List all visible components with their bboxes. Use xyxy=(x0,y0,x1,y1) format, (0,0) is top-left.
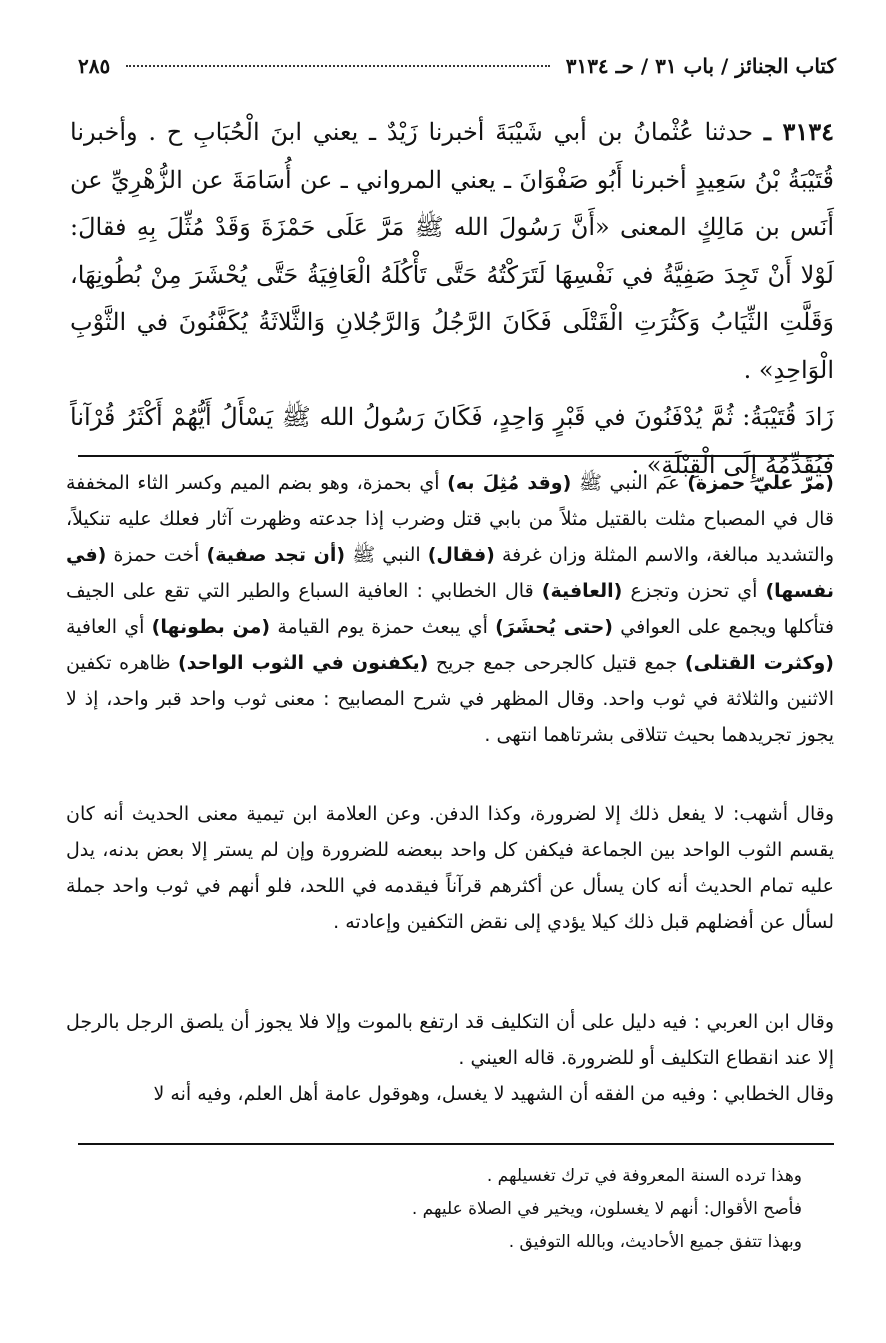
commentary-paragraph-1 xyxy=(66,465,834,753)
hadith-number: ٣١٣٤ ـ xyxy=(763,117,834,146)
commentary-lemma: (في نفسها) xyxy=(66,544,834,602)
footnote-line: وهذا ترده السنة المعروفة في ترك تغسيلهم . xyxy=(486,1166,802,1186)
page-header xyxy=(78,48,836,84)
hadith-addition: زَادَ قُتَيْبَةُ: ثُمَّ يُدْفَنُونَ في قَبْرٍ وَاحِدٍ، فَكَانَ رَسُولُ الله ﷺ يَسْأَلُ أَيُّهُمْ أَكْثَرُ قُرْآناً فَيُقَدِّمُهُ إِلَى الْقِبْلَةِ» . xyxy=(70,403,834,479)
commentary-text: أي بحمزة، وهو بضم الميم وكسر الثاء المخففة قال في المصباح مثلت بالقتيل مثلاً من بابي قتل وضرب إذا جدعته وظهرت آثار فعلك عليه تنكيلاً، والتشديد مبالغة، والاسم المثلة وزان غرفة xyxy=(66,472,835,566)
commentary-lemma: (يكفنون في الثوب الواحد) xyxy=(178,652,429,674)
commentary-lemma: (من بطونها) xyxy=(151,616,271,638)
footnote-line: فأصح الأقوال: أنهم لا يغسلون، ويخير في الصلاة عليهم . xyxy=(411,1199,802,1219)
commentary-text: النبي ﷺ xyxy=(345,544,428,566)
commentary-lemma: (حتى يُحشَرَ) xyxy=(495,616,613,638)
commentary-paragraph-2: وقال أشهب: لا يفعل ذلك إلا لضرورة، وكذا الدفن. وعن العلامة ابن تيمية معنى الحديث أنه كان يقسم الثوب الواحد بين الجماعة فيكفن كل واحد ببعضه للضرورة وإن لم يستر إلا بعض بدنه، يدل عليه تمام الحديث أنه كان يسأل عن أكثرهم قرآناً فيقدمه في اللحد، فلو أنهم في ثوب واحد جملة لسأل عن أفضلهم قبل ذلك كيلا يؤدي إلى نقض التكفين وإعادته . xyxy=(66,803,834,933)
footnotes xyxy=(80,1160,802,1259)
scan-speck xyxy=(38,1317,46,1323)
commentary-text: جمع قتيل كالجرحى جمع جريح xyxy=(428,652,685,674)
commentary-lemma: (العافية) xyxy=(541,580,623,602)
commentary-text: ظاهره تكفين الاثنين والثلاثة في ثوب واحد. وقال المظهر في شرح المصابيح : معنى ثوب واحد قبر واحد، إذ لا يجوز تجريدهما بحيث تتلاقى بشرتاهما انتهى . xyxy=(66,652,834,746)
page-number: ٢٨٥ xyxy=(78,54,111,78)
commentary-paragraph-3: وقال ابن العربي : فيه دليل على أن التكليف قد ارتفع بالموت وإلا فلا يجوز أن يلصق الرجل بالرجل إلا عند انقطاع التكليف أو للضرورة. قاله العيني . xyxy=(66,1011,834,1069)
footnote-line: وبهذا تتفق جميع الأحاديث، وبالله التوفيق . xyxy=(508,1232,802,1252)
commentary-text: أي تحزن وتجزع xyxy=(622,580,766,602)
commentary-text: أي العافية xyxy=(66,616,152,638)
hadith-body: حدثنا عُثْمانُ بن أبي شَيْبَةَ أخبرنا زَيْدٌ ـ يعني ابنَ الْحُبَابِ ح . وأخبرنا قُتَيْبَةُ بْنُ سَعِيدٍ أخبرنا أَبُو صَفْوَانَ ـ يعني المرواني ـ عن أُسَامَةَ عن الزُّهْرِيِّ عن أَنَس بن مَالِكٍ المعنى «أَنَّ رَسُولَ الله ﷺ مَرَّ عَلَى حَمْزَةَ وَقَدْ مُثِّلَ بِهِ فقالَ: لَوْلا أَنْ تَجِدَ صَفِيَّةُ في نَفْسِهَا لَتَرَكْتُهُ حَتَّى تَأْكُلَهُ الْعَافِيَةُ حَتَّى يُحْشَرَ مِنْ بُطُونِهَا، وَقَلَّتِ الثِّيَابُ وَكَثُرَتِ الْقَتْلَى فَكَانَ الرَّجُلُ وَالرَّجُلانِ وَالثَّلاثَةُ يُكَفَّنُونَ في الثَّوْبِ الْوَاحِدِ» . xyxy=(70,118,834,384)
commentary-text: قال الخطابي : العافية السباع والطير التي تقع على الجيف فتأكلها ويجمع على العوافي xyxy=(66,580,834,638)
commentary-lemma: (أن تجد صفية) xyxy=(206,544,346,566)
running-title: كتاب الجنائز / باب ٣١ / حـ ٣١٣٤ xyxy=(565,54,836,78)
commentary-text: أخت حمزة xyxy=(106,544,207,566)
commentary-lemma: (مرّ عليّ حمزة) xyxy=(687,472,834,494)
commentary-paragraph-4: وقال الخطابي : وفيه من الفقه أن الشهيد لا يغسل، وهوقول عامة أهل العلم، وفيه أنه لا xyxy=(153,1083,834,1105)
commentary-text: أي يبعث حمزة يوم القيامة xyxy=(270,616,496,638)
hadith-text-block xyxy=(70,108,834,489)
commentary-lemma: (وقد مُثِلَ به) xyxy=(447,472,572,494)
commentary-text: عم النبي ﷺ xyxy=(571,472,688,494)
section-divider xyxy=(78,455,834,457)
header-dot-leader xyxy=(126,65,549,67)
commentary-lemma: (وكثرت القتلى) xyxy=(684,652,834,674)
footnote-divider xyxy=(78,1143,834,1145)
commentary-lemma: (فقال) xyxy=(427,544,495,566)
